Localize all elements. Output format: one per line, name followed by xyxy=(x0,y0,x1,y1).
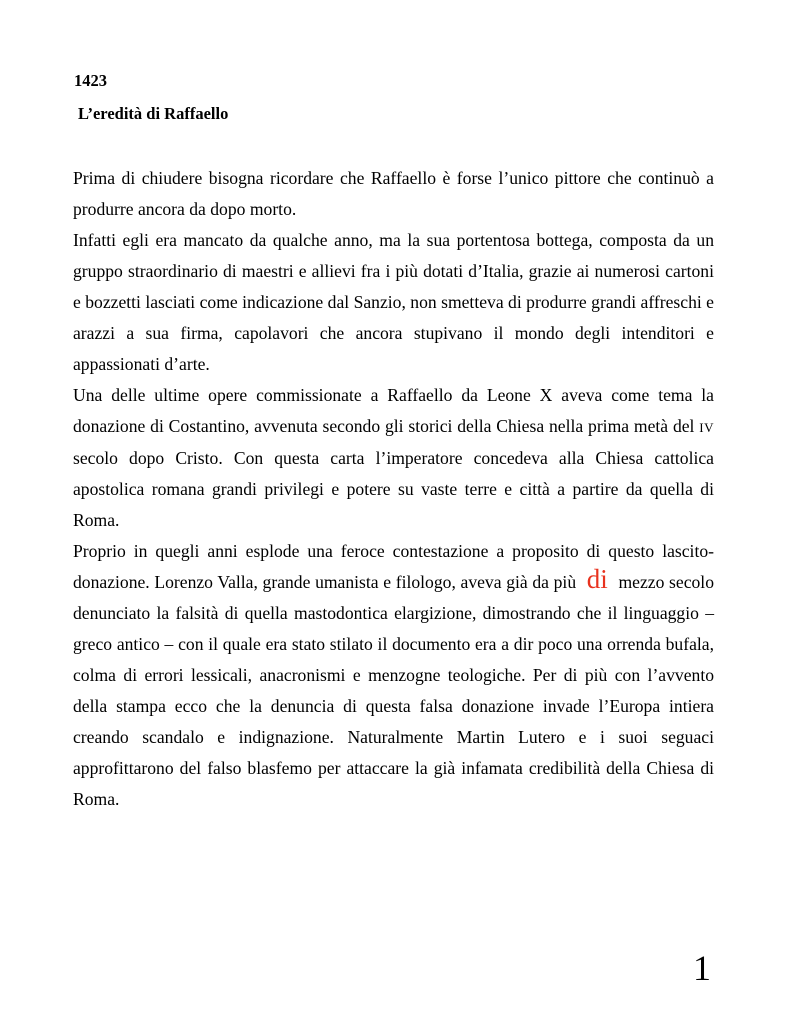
highlighted-word: di xyxy=(586,564,608,594)
page-number: 1 xyxy=(693,948,711,988)
paragraph-2: Infatti egli era mancato da qualche anno, ma la sua portentosa bottega, composta da un gruppo straordinario di maestri e allievi fra i più dotati d’Italia, grazie ai numerosi cartoni e bozzetti lasciati come indicazione dal Sanzio, non smetteva di produrre grandi affreschi e arazzi a sua firma, capolavori che ancora stupivano il mondo degli intenditori e appassionati d’arte. xyxy=(73,230,714,374)
paragraph-3-text-start: Una delle ultime opere commissionate a Raffaello da Leone X aveva come tema la donazione di Costantino, avvenuta secondo gli storici della Chiesa nella prima metà del xyxy=(73,385,714,436)
paragraph-4 xyxy=(73,536,714,815)
paragraph-3-text-end: secolo dopo Cristo. Con questa carta l’imperatore concedeva alla Chiesa cattolica apostolica romana grandi privilegi e potere su vaste terre e città a partire da quella di Roma. xyxy=(73,448,714,530)
paragraph-4-text-start: Proprio in quegli anni esplode una feroce contestazione a proposito di questo lascito-donazione. Lorenzo Valla, grande umanista e filologo, aveva già da più xyxy=(73,541,714,592)
paragraph-3 xyxy=(73,380,714,536)
paragraph-1: Prima di chiudere bisogna ricordare che Raffaello è forse l’unico pittore che continuò a produrre ancora da dopo morto. xyxy=(73,168,714,219)
chapter-number: 1423 xyxy=(74,71,107,90)
century-numeral: IV xyxy=(699,420,714,435)
chapter-title: L’eredità di Raffaello xyxy=(78,104,229,123)
body-text xyxy=(73,163,714,815)
paragraph-4-text-end: mezzo secolo denunciato la falsità di quella mastodontica elargizione, dimostrando che il linguaggio – greco antico – con il quale era stato stilato il documento era a dir poco una orrenda bufala, colma di errori lessicali, anacronismi e menzogne teologiche. Per di più con l’avvento della stampa ecco che la denuncia di questa falsa donazione invade l’Europa intiera creando scandalo e indignazione. Naturalmente Martin Lutero e i suoi seguaci approfittarono del falso blasfemo per attaccare la già infamata credibilità della Chiesa di Roma. xyxy=(73,572,714,809)
